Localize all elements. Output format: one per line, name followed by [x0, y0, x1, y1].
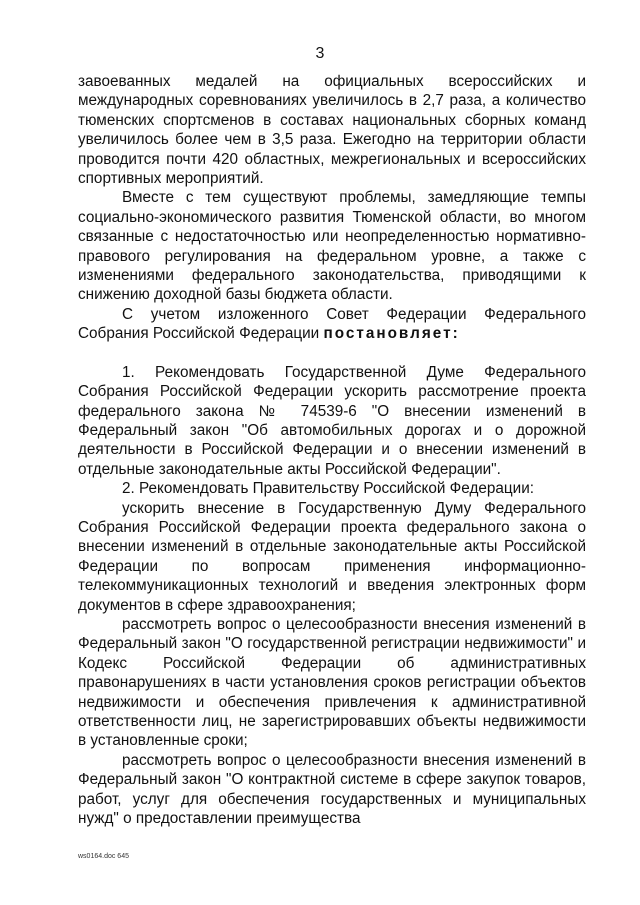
resolution-colon: :	[452, 325, 460, 343]
file-footer: ws0164.doc 645	[78, 853, 129, 860]
paragraph-item-1: 1. Рекомендовать Государственной Думе Федерального Собрания Российской Федерации ускорить рассмотрение проекта федерального закона № 74539-6 "О внесении изменений в Федеральный закон "Об автомобильных дорогах и о дорожной деятельности в Российской Федерации и о внесении изменений в отдельные законодательные акты Российской Федерации".	[78, 363, 586, 478]
document-body	[78, 72, 586, 828]
paragraph-gap	[78, 344, 586, 363]
paragraph-item-2-procurement: рассмотреть вопрос о целесообразности внесения изменений в Федеральный закон "О контрактной системе в сфере закупок товаров, работ, услуг для обеспечения государственных и муниципальных нужд" о предоставлении преимущества	[78, 751, 586, 828]
paragraph-item-2-telecom: ускорить внесение в Государственную Думу Федерального Собрания Российской Федерации проекта федерального закона о внесении изменений в отдельные законодательные акты Российской Федерации по вопросам применения информационно-телекоммуникационных технологий и введения электронных форм документов в сфере здравоохранения;	[78, 499, 586, 614]
paragraph-resolution-intro	[78, 305, 586, 344]
paragraph-item-2-real-estate: рассмотреть вопрос о целесообразности внесения изменений в Федеральный закон "О государственной регистрации недвижимости" и Кодекс Российской Федерации об административных правонарушениях в части установления сроков регистрации объектов недвижимости и обеспечения привлечения к административной ответственности лиц, не зарегистрировавших объекты недвижимости в установленные сроки;	[78, 615, 586, 750]
resolution-keyword: постановляет	[323, 325, 453, 343]
resolution-intro-text: С учетом изложенного Совет Федерации Федерального Собрания Российской Федерации	[78, 305, 586, 343]
page-number: 3	[315, 45, 325, 62]
paragraph-medals: завоеванных медалей на официальных всероссийских и международных соревнованиях увеличилось в 2,7 раза, а количество тюменских спортсменов в составах национальных сборных команд увеличилось более чем в 3,5 раза. Ежегодно на территории области проводится почти 420 областных, межрегиональных и всероссийских спортивных мероприятий.	[78, 73, 586, 188]
paragraph-item-2: 2. Рекомендовать Правительству Российской Федерации:	[122, 480, 535, 498]
paragraph-problems: Вместе с тем существуют проблемы, замедляющие темпы социально-экономического развития Тюменской области, во многом связанные с недостаточностью или неопределенностью нормативно-правового регулирования на федеральном уровне, а также с изменениями федерального законодательства, приводящими к снижению доходной базы бюджета области.	[78, 189, 586, 304]
